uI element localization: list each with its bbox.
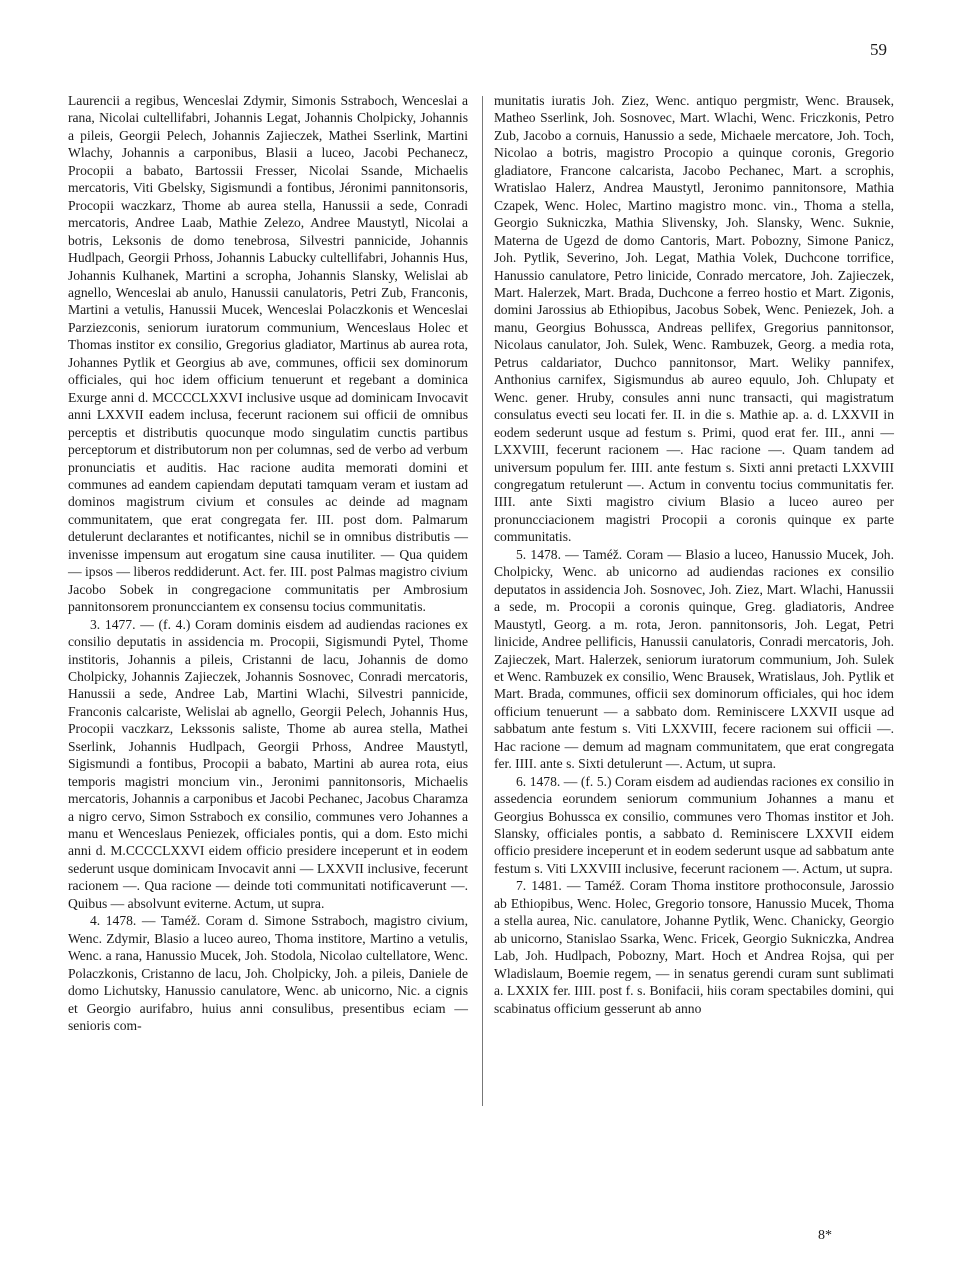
- left-column: [68, 92, 468, 1034]
- signature-mark: 8*: [818, 1228, 832, 1243]
- entry-4: 4. 1478. — Taméž. Coram d. Simone Sstraboch, magistro civium, Wenc. Zdymir, Blasio a luceo aureo, Thoma institore, Martino a vetulis, Wenc. a rana, Hanussio Mucek, Joh. Stodola, Nicolao cultellatore, Wenc. Polaczkonis, Cristanno de lacu, Joh. Cholpicky, Joh. a pileis, Daniele de domo Lichutsky, Hanussio canulatore, Wenc. ab unicorno, Nic. a cignis et Georgio aurifabro, huius anni consulibus, presentibus eciam — senioris com-: [68, 913, 468, 1034]
- entry-6: 6. 1478. — (f. 5.) Coram eisdem ad audiendas raciones ex consilio in assedencia eorundem seniorum communium Johannes a manu et Georgius Bohussca ex consilio, communes vero Thomas institor et Joh. Slansky, officiales pontis, a sabbato d. Reminiscere LXXVII eidem officio presidere inceperunt et in eodem sederunt usque ad sabbatum ante festum s. Viti LXXVIII inclusive, fecerunt racionem —. Actum, ut supra.: [494, 773, 894, 876]
- entry-7: 7. 1481. — Taméž. Coram Thoma institore prothoconsule, Jarossio ab Ethiopibus, Wenc. Holec, Gregorio tonsore, Hanussio Mucek, Thoma a stella aurea, Nic. canulatore, Johanne Pytlik, Wenc. Chanicky, Georgio ab unicorno, Stanislao Ssarka, Wenc. Fricek, Georgio Sukniczka, Andrea Lab, Joh. Hudlpach, Pobozny, Mart. Hoch et Andrea Rojsa, qui per Wladislaum, Boemie regem, — in senatus gerendi curam sunt sublimati a. LXXIX fer. IIII. post f. s. Bonifacii, hiis coram spectabiles domini, qui scabinatus officium gesserunt ab anno: [494, 878, 894, 1016]
- entry-3: 3. 1477. — (f. 4.) Coram dominis eisdem ad audiendas raciones ex consilio deputatis in assidencia m. Procopii, Sigismundi Pytel, Thome institoris, Johannis a pileis, Cristanni de lacu, Johannis de domo Cholpicky, Johannis Zajieczek, Johannis Sosnovec, Conradi mercatoris, Hanussii a sede, Andree Lab, Martini Wlachi, Silvestri pannicide, Franconis calcariste, Welislai ab agnello, Georgii Pelech, Johannis Hus, Procopii vaczkarz, Lekssonis saliste, Thome ab aurea stella, Mathei Sserlink, Johannis Hudlpach, Georgii Prhoss, Andree Maustytl, Sigismundi a fontibus, Procopii a babato, Martini ab aurea rota, eius temporis magistri moncium vin., Jeronimi pannitonsoris, Michaelis mercatoris, Johannis a carponibus et Jacobi Pechanec, Jacobus Charamza a nigro cervo, Simon Sstraboch ex consilio, communes vero Johannes a manu et Wenceslaus Peniezek, officiales pontis, qui a dom. Esto michi anni d. M.CCCCLXXVI eidem officio presidere inceperunt et in eodem sederunt usque dominicam Invocavit anni — LXXVII inclusive, fecerunt racionem —. Qua racione — deinde toti communitati notificaverunt —. Quibus — absolvunt eviterne. Actum, ut supra.: [68, 616, 468, 911]
- page-number: 59: [870, 40, 887, 59]
- paragraph-right-1: munitatis iuratis Joh. Ziez, Wenc. antiquo pergmistr, Wenc. Brausek, Matheo Sserlink, Joh. Sosnovec, Mart. Wlachi, Wenc. Friczkonis, Petro Zub, Jacobo a cornuis, Hanussio a sede, Michaele mercatore, Joh. Toch, Nicolao a botris, magistro Procopio a quinque coronis, Gregorio gladiatore, Francone calcarista, Jacobo Pechanec, Mart. a scrophis, Wratislao Halerz, Andrea Maustytl, Jeronimo pannitonsore, Mathia Czapek, Wenc. Holec, Martino magistro monc. vin., Thoma a stella, Georgio Sukniczka, Mathia Slivensky, Joh. Slansky, Wenc. Suknie, Materna de Ugezd de domo Cantoris, Mart. Pobozny, Simone Panicz, Joh. Pytlik, Severino, Joh. Legat, Mathia Volek, Duchcone torrifice, Hanussio canulatore, Petro linicide, Conrado mercatore, Joh. Zajieczek, Mart. Halerzek, Mart. Brada, Duchcone a ferreo hostio et Mart. Zigonis, domini Jarossius ab Ethiopibus, Jacobus Sobek, Wenc. Peniezek, Joh. a manu, Georgius Bohussca, Andreas pellifex, Gregorius pannitonsor, Nicolaus canulator, Joh. Sulek, Wenc. Rambuzek, Georg. a media rota, Petrus caldariator, Duchco pannitonsor, Mart. Weliky pannifex, Anthonius carnifex, Sigismundus ab aureo equulo, Joh. Chlupaty et Wenc. gener. Hruby, consules anni nunc transacti, qui magistratum consulatus evecti seu locati fer. II. in die s. Mathie ap. a. d. LXXVII in eodem sederunt usque ad festum s. Primi, quod erat fer. III., anni — LXXVIII, fecerunt racionem —. Hac racione —. Quam tandem ad universum populum fer. IIII. ante festum s. Sixti anni pretacti LXXVIII congregatum retulerunt —. Actum in conventu tocius communitatis fer. IIII. ante Sixti magistro civium Blasio a luceo aureo per pronuncciacionem magistri Procopii a coronis quinque ex parte communitatis.: [494, 93, 894, 545]
- right-column: [494, 92, 894, 1017]
- column-divider: [482, 96, 483, 1106]
- paragraph-left-1: Laurencii a regibus, Wenceslai Zdymir, Simonis Sstraboch, Wenceslai a rana, Nicolai cultellifabri, Johannis Legat, Johannis Cholpicky, Johannis a pileis, Georgii Pelech, Johannis Zajieczek, Mathei Sserlink, Martini Wlachy, Johannis a carponibus, Blasii a luceo, Jacobi Pechanecz, Procopii a babato, Bartossii Fresser, Nicolai Ssande, Michaelis mercatoris, Viti Gbelsky, Sigismundi a fontibus, Jéronimi pannitonsoris, Procopii waczkarz, Thome ab aurea stella, Hanussii a sede, Conradi mercatoris, Andree Laab, Mathie Zelezo, Andree Maustytl, Nicolai a botris, Leksonis de domo tenebrosa, Silvestri pannicide, Johannis Hudlpach, Georgii Prhoss, Johannis Labucky cultellifabri, Johannis Hus, Johannis Kulhanek, Martini a scropha, Johannis Slansky, Welislai ab agnello, Wenceslai ab anulo, Hanussii canulatoris, Petri Zub, Franconis, Martini a vetulis, Hanussii Mucek, Wenceslai Polaczkonis et Wenceslai Parziezconis, seniorum iuratorum communium, Wenceslaus Holec et Thomas institor ex consilio, Gregorius gladiator, Martinus ab aurea rota, Johannes Pytlik et Georgius ab ave, communes, officii sex dominorum officiales, qui hoc idem officium tenuerunt et regebant a dominica Exurge anni d. MCCCCLXXVI inclusive usque ad dominicam Invocavit anni LXXVII eadem inclusa, fecerunt racionem sui officii de omnibus perceptis et distributis quocunque modo singulatim cunctis partibus perceptorum et distributorum non per columnas, sed de verbo ad verbum pronunciatis et auditis. Hac racione audita memorati domini et communes ad eandem capiendam deputati tamquam veram et iustam ad dominos magistrum civium et consules ac deinde ad magnam communitatem, que erat congregata fer. III. post dom. Palmarum detulerunt declarantes et notificantes, nichil se in omnibus distributis — invenisse impensum aut erogatum sine causa inutiliter. — Qua quidem — ipsos — liberos reddiderunt. Act. fer. III. post Palmas magistro civium Jacobo Sobek in congregacione communitatis per Ambrosium pannitonsorem pronuncciantem ex consensu tocius communitatis.: [68, 93, 468, 615]
- entry-5: 5. 1478. — Taméž. Coram — Blasio a luceo, Hanussio Mucek, Joh. Cholpicky, Wenc. ab unicorno ad audiendas raciones ex consilio deputatos in assidencia Joh. Sosnovec, Joh. Ziez, Mart. Wlachi, Hanussii a sede, m. Procopii a coronis quinque, Greg. gladiatoris, Andree Maustytl, Georg. a m. rota, Jeron. pannitonsoris, Joh. Legat, Petri linicide, Andree pellificis, Hanussii canulatoris, Conradi mercatoris, Joh. Zajieczek, Mart. Halerzek, seniorum iuratorum communium, Joh. Sulek et Wenc. Rambuzek ex consilio, Wenc Brausek, Wratislaus, Joh. Pytlik et Mart. Brada, communes, officii sex dominorum officiales, qui hoc idem officium tenuerunt — a sabbato dom. Reminiscere LXXVII usque ad sabbatum ante festum s. Viti LXXVIII, fecere racionem sui officii —. Hac racione — demum ad magnam communitatem, que erat congregata fer. IIII. ante s. Sixti detulerunt —. Actum, ut supra.: [494, 546, 894, 772]
